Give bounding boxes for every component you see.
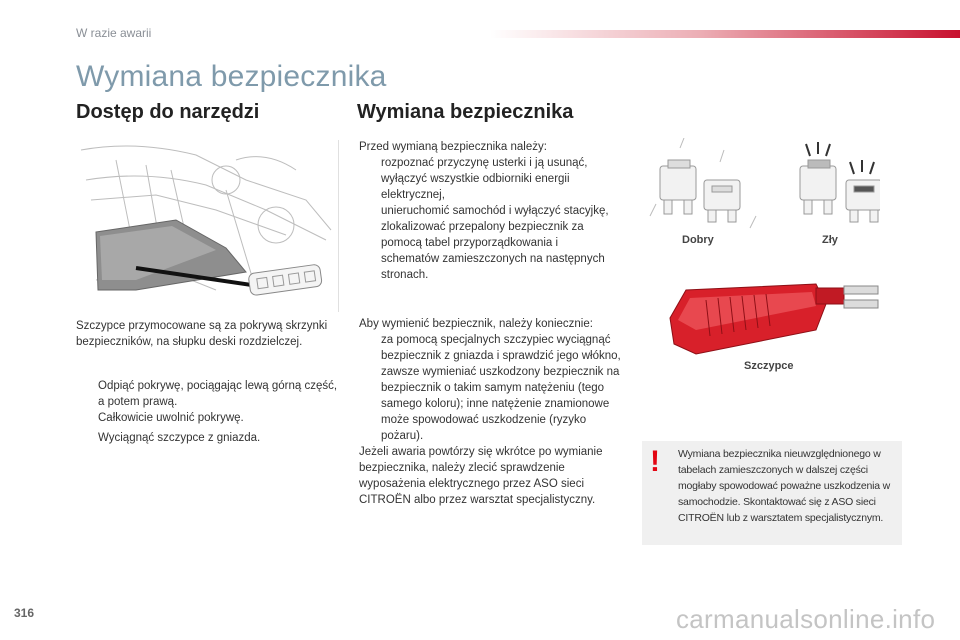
list-item: wyłączyć wszystkie odbiorniki energii elektrycznej,: [381, 173, 570, 201]
list-item: za pomocą specjalnych szczypiec wyciągnąć bezpiecznik z gniazda i sprawdzić jego włókno,: [381, 334, 621, 362]
left-heading: Dostęp do narzędzi: [76, 101, 260, 123]
left-paragraph: Szczypce przymocowane są za pokrywą skrzynki bezpieczników, na słupku deski rozdzielczej.: [76, 320, 328, 348]
section-label: W razie awarii: [76, 26, 152, 40]
bad-fuse-icon: [800, 160, 880, 222]
bad-fuse-label: Zły: [822, 234, 838, 246]
list-item: unieruchomić samochód i wyłączyć stacyjkę,: [381, 205, 609, 217]
replace-intro: Aby wymienić bezpiecznik, należy koniecznie:: [359, 318, 593, 330]
left-steps-list: [76, 378, 338, 426]
right-heading: Wymiana bezpiecznika: [357, 101, 574, 123]
before-replacement-block: [359, 139, 609, 283]
before-intro: Przed wymianą bezpiecznika należy:: [359, 141, 547, 153]
list-item: zawsze wymieniać uszkodzony bezpiecznik na bezpiecznik o takim samym natężeniu (tego samego koloru); inne natężenie znamionowe może spowodować uszkodzenie (ryzyko pożaru).: [381, 366, 620, 442]
closing-paragraph: Jeżeli awaria powtórzy się wkrótce po wymianie bezpiecznika, należy zlecić sprawdzenie wyposażenia elektrycznego przez ASO sieci CITROËN albo przez warsztat specjalistyczny.: [359, 446, 603, 506]
dashboard-fusebox-illustration: [76, 140, 339, 312]
pliers-illustration: [666, 270, 892, 356]
list-item: zlokalizować przepalony bezpiecznik za pomocą tabel przyporządkowania i schematów zamieszczonych na następnych stronach.: [381, 221, 605, 281]
pliers-icon: [666, 270, 892, 356]
list-item: Odpiąć pokrywę, pociągając lewą górną część, a potem prawą.: [98, 380, 338, 408]
dashboard-illustration-svg: [76, 140, 338, 312]
warning-text: Wymiana bezpiecznika nieuwzględnionego w tabelach zamieszczonych w dalszej części mogłaby spowodować poważne uszkodzenia w samochodzie. Skontaktować się z ASO sieci CITROËN lub z warsztatem specjalistycznym.: [678, 448, 891, 524]
left-steps2-list: [76, 430, 338, 446]
list-item: Wyciągnąć szczypce z gniazda.: [98, 432, 261, 444]
fuse-svg: [640, 138, 880, 234]
pliers-label: Szczypce: [744, 360, 794, 372]
page-title: Wymiana bezpiecznika: [76, 60, 387, 93]
list-item: Całkowicie uwolnić pokrywę.: [98, 412, 244, 424]
page-number: 316: [14, 606, 35, 620]
good-fuse-label: Dobry: [682, 234, 714, 246]
fuse-comparison-illustration: [640, 138, 880, 234]
list-item: rozpoznać przyczynę usterki i ją usunąć,: [381, 157, 588, 169]
warning-icon: !: [650, 445, 660, 478]
header-accent-bar: [490, 30, 960, 38]
good-fuse-icon: [660, 160, 740, 222]
watermark: carmanualsonline.info: [676, 604, 936, 634]
replacement-block: [359, 316, 629, 508]
